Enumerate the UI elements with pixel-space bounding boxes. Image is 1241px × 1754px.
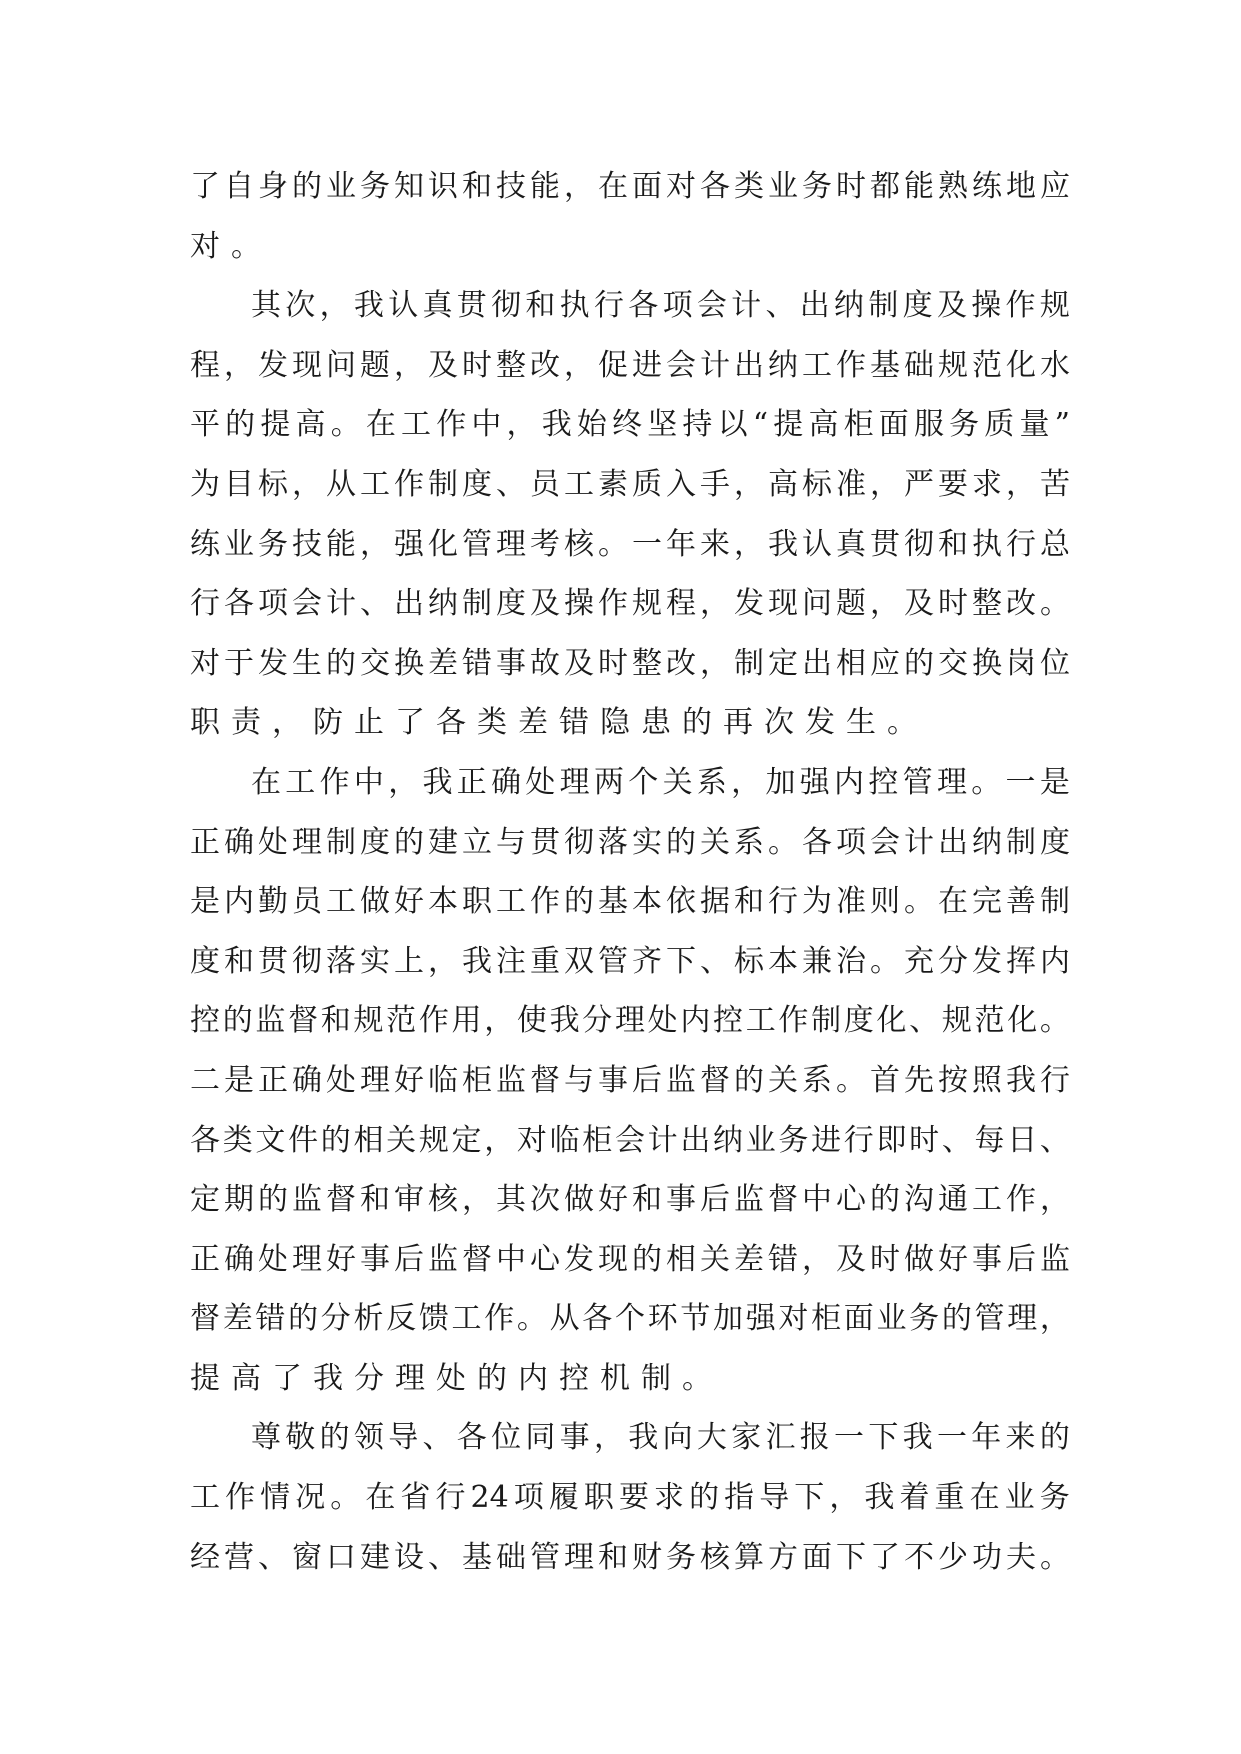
text-line: 为 目 标 ， 从 工 作 制 度 、 员 工 素 质 入 手 ， 高 标 准 ， 严 要 求 ， 苦 bbox=[190, 466, 1070, 502]
text-line: 对。 bbox=[190, 228, 272, 264]
text-line: 正 确 处 理 好 事 后 监 督 中 心 发 现 的 相 关 差 错 ， 及 时 做 好 事 后 监 bbox=[190, 1241, 1070, 1277]
text-line: 了 自 身 的 业 务 知 识 和 技 能 ， 在 面 对 各 类 业 务 时 都 能 熟 练 地 应 bbox=[190, 169, 1070, 204]
text-line: 尊 敬 的 领 导 、 各 位 同 事 ， 我 向 大 家 汇 报 一 下 我 一 年 来 的 bbox=[251, 1420, 1070, 1456]
text-line: 二 是 正 确 处 理 好 临 柜 监 督 与 事 后 监 督 的 关 系 。 首 先 按 照 我 行 bbox=[190, 1062, 1070, 1098]
text-line: 经 营 、 窗 口 建 设 、 基 础 管 理 和 财 务 核 算 方 面 下 了 不 少 功 夫 。 bbox=[190, 1539, 1070, 1575]
text-line: 行 各 项 会 计 、 出 纳 制 度 及 操 作 规 程 ， 发 现 问 题 ， 及 时 整 改 。 bbox=[190, 586, 1070, 622]
text-line: 度 和 贯 彻 落 实 上 ， 我 注 重 双 管 齐 下 、 标 本 兼 治 。 充 分 发 挥 内 bbox=[190, 943, 1070, 979]
text-line: 练 业 务 技 能 ， 强 化 管 理 考 核 。 一 年 来 ， 我 认 真 贯 彻 和 执 行 总 bbox=[190, 526, 1070, 562]
text-line: 工 作 情 况 。 在 省 行 24 项 履 职 要 求 的 指 导 下 ， 我 着 重 在 业 务 bbox=[190, 1480, 1070, 1516]
text-line: 各 类 文 件 的 相 关 规 定 ， 对 临 柜 会 计 出 纳 业 务 进 行 即 时 、 每 日 、 bbox=[190, 1122, 1070, 1158]
text-line: 提高了我分理处的内控机制。 bbox=[190, 1360, 723, 1396]
text-line: 正 确 处 理 制 度 的 建 立 与 贯 彻 落 实 的 关 系 。 各 项 会 计 出 纳 制 度 bbox=[190, 824, 1070, 860]
text-line: 定 期 的 监 督 和 审 核 ， 其 次 做 好 和 事 后 监 督 中 心 的 沟 通 工 作 ， bbox=[190, 1182, 1070, 1218]
text-line: 督 差 错 的 分 析 反 馈 工 作 。 从 各 个 环 节 加 强 对 柜 面 业 务 的 管 理 ， bbox=[190, 1301, 1070, 1337]
text-line: 在 工 作 中 ， 我 正 确 处 理 两 个 关 系 ， 加 强 内 控 管 理 。 一 是 bbox=[251, 764, 1070, 800]
text-line: 职责，防止了各类差错隐患的再次发生。 bbox=[190, 705, 928, 741]
text-line: 是 内 勤 员 工 做 好 本 职 工 作 的 基 本 依 据 和 行 为 准 则 。 在 完 善 制 bbox=[190, 884, 1070, 920]
document-body bbox=[190, 157, 1070, 1587]
text-line: 控 的 监 督 和 规 范 作 用 ， 使 我 分 理 处 内 控 工 作 制 度 化 、 规 范 化 。 bbox=[190, 1003, 1070, 1039]
text-line: 对 于 发 生 的 交 换 差 错 事 故 及 时 整 改 ， 制 定 出 相 应 的 交 换 岗 位 bbox=[190, 645, 1070, 681]
text-line: 平 的 提 高 。 在 工 作 中 ， 我 始 终 坚 持 以 “ 提 高 柜 面 服 务 质 量 ” bbox=[190, 407, 1070, 443]
text-line: 其 次 ， 我 认 真 贯 彻 和 执 行 各 项 会 计 、 出 纳 制 度 及 操 作 规 bbox=[251, 288, 1070, 324]
text-line: 程 ， 发 现 问 题 ， 及 时 整 改 ， 促 进 会 计 出 纳 工 作 基 础 规 范 化 水 bbox=[190, 347, 1070, 383]
